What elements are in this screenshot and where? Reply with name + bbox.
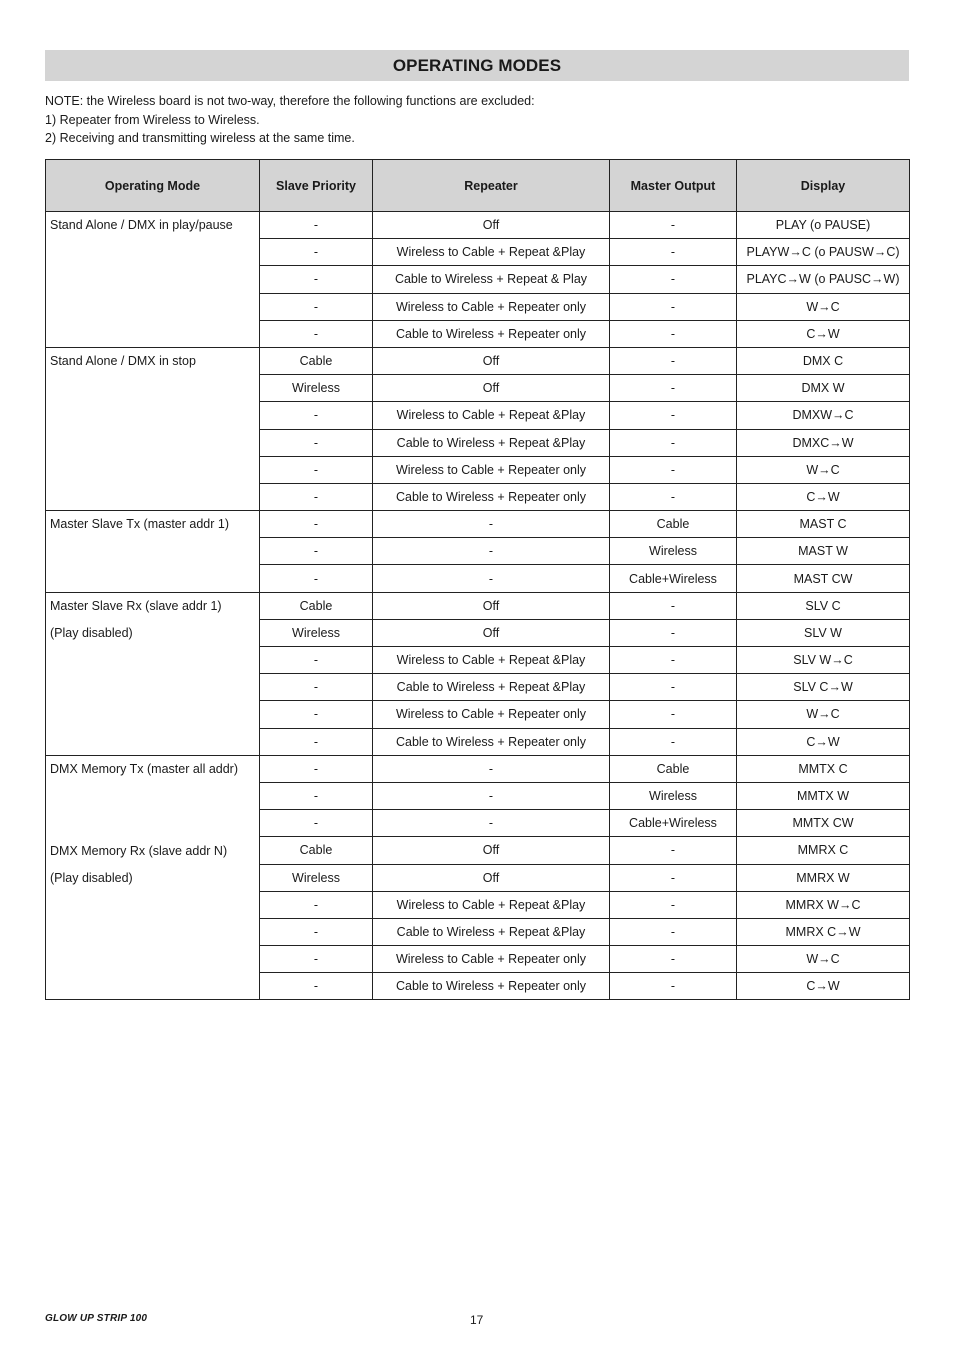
display-cell: MMTX W: [737, 782, 910, 809]
slave-priority-cell: -: [260, 755, 373, 782]
master-output-cell: -: [610, 647, 737, 674]
operating-modes-table: [45, 159, 910, 1000]
slave-priority-cell: -: [260, 402, 373, 429]
operating-mode-label: Stand Alone / DMX in stop: [50, 353, 196, 368]
repeater-cell: Cable to Wireless + Repeater only: [373, 483, 610, 510]
master-output-cell: Cable+Wireless: [610, 810, 737, 837]
display-cell: MAST C: [737, 511, 910, 538]
master-output-cell: -: [610, 375, 737, 402]
header-operating-mode: Operating Mode: [46, 160, 260, 212]
slave-priority-cell: -: [260, 782, 373, 809]
repeater-cell: Off: [373, 837, 610, 864]
slave-priority-cell: Wireless: [260, 864, 373, 891]
operating-mode-label: Stand Alone / DMX in play/pause: [50, 218, 233, 232]
slave-priority-cell: -: [260, 456, 373, 483]
slave-priority-cell: -: [260, 212, 373, 239]
master-output-cell: -: [610, 918, 737, 945]
display-cell: DMX C: [737, 347, 910, 374]
master-output-cell: -: [610, 483, 737, 510]
slave-priority-cell: -: [260, 918, 373, 945]
table-row: [46, 347, 910, 374]
operating-mode-cell: [46, 592, 260, 755]
master-output-cell: Cable+Wireless: [610, 565, 737, 592]
repeater-cell: -: [373, 538, 610, 565]
slave-priority-cell: -: [260, 266, 373, 293]
master-output-cell: -: [610, 619, 737, 646]
master-output-cell: -: [610, 891, 737, 918]
display-cell: MMTX CW: [737, 810, 910, 837]
display-cell: DMXC→W: [737, 429, 910, 456]
slave-priority-cell: -: [260, 973, 373, 1000]
display-cell: C→W: [737, 320, 910, 347]
display-cell: W→C: [737, 456, 910, 483]
operating-mode-cell: [46, 347, 260, 510]
slave-priority-cell: -: [260, 320, 373, 347]
display-cell: SLV C→W: [737, 674, 910, 701]
slave-priority-cell: -: [260, 538, 373, 565]
repeater-cell: Wireless to Cable + Repeater only: [373, 701, 610, 728]
display-cell: MMRX C: [737, 837, 910, 864]
operating-mode-label: DMX Memory Rx (slave addr N): [50, 843, 228, 858]
display-cell: PLAY (o PAUSE): [737, 212, 910, 239]
slave-priority-cell: -: [260, 728, 373, 755]
repeater-cell: Wireless to Cable + Repeat &Play: [373, 647, 610, 674]
footer-product-name: GLOW UP STRIP 100: [45, 1313, 148, 1324]
repeater-cell: Wireless to Cable + Repeater only: [373, 293, 610, 320]
note-line: 2) Receiving and transmitting wireless at the same time.: [45, 131, 355, 145]
slave-priority-cell: Cable: [260, 347, 373, 374]
repeater-cell: -: [373, 511, 610, 538]
master-output-cell: -: [610, 456, 737, 483]
master-output-cell: -: [610, 429, 737, 456]
repeater-cell: Cable to Wireless + Repeater only: [373, 973, 610, 1000]
display-cell: SLV W→C: [737, 647, 910, 674]
repeater-cell: Off: [373, 619, 610, 646]
repeater-cell: Cable to Wireless + Repeat &Play: [373, 918, 610, 945]
repeater-cell: Wireless to Cable + Repeater only: [373, 946, 610, 973]
note-block: [45, 92, 909, 148]
table-row: [46, 755, 910, 782]
operating-mode-label: [50, 810, 259, 837]
display-cell: PLAYW→C (o PAUSW→C): [737, 239, 910, 266]
display-cell: MMTX C: [737, 755, 910, 782]
master-output-cell: -: [610, 837, 737, 864]
master-output-cell: -: [610, 347, 737, 374]
header-slave-priority: Slave Priority: [260, 160, 373, 212]
slave-priority-cell: -: [260, 483, 373, 510]
master-output-cell: Cable: [610, 755, 737, 782]
slave-priority-cell: -: [260, 565, 373, 592]
slave-priority-cell: -: [260, 891, 373, 918]
display-cell: SLV C: [737, 592, 910, 619]
page-title: OPERATING MODES: [392, 55, 562, 75]
slave-priority-cell: -: [260, 701, 373, 728]
operating-mode-cell: [46, 212, 260, 348]
master-output-cell: -: [610, 592, 737, 619]
slave-priority-cell: -: [260, 674, 373, 701]
master-output-cell: -: [610, 864, 737, 891]
master-output-cell: -: [610, 728, 737, 755]
section-title-bar: [45, 50, 909, 81]
master-output-cell: Wireless: [610, 538, 737, 565]
repeater-cell: -: [373, 755, 610, 782]
display-cell: DMXW→C: [737, 402, 910, 429]
table-row: [46, 212, 910, 239]
table-header-row: [46, 160, 910, 212]
repeater-cell: -: [373, 782, 610, 809]
note-line: NOTE: the Wireless board is not two-way, therefore the following functions are excluded:: [45, 94, 535, 108]
repeater-cell: Off: [373, 375, 610, 402]
master-output-cell: -: [610, 402, 737, 429]
repeater-cell: -: [373, 565, 610, 592]
slave-priority-cell: -: [260, 293, 373, 320]
operating-mode-label: (Play disabled): [50, 625, 133, 640]
repeater-cell: Cable to Wireless + Repeater only: [373, 728, 610, 755]
table-row: [46, 592, 910, 619]
slave-priority-cell: -: [260, 239, 373, 266]
display-cell: C→W: [737, 973, 910, 1000]
repeater-cell: Wireless to Cable + Repeat &Play: [373, 239, 610, 266]
slave-priority-cell: -: [260, 647, 373, 674]
repeater-cell: Off: [373, 212, 610, 239]
operating-mode-label: (Play disabled): [50, 870, 133, 885]
display-cell: PLAYC→W (o PAUSC→W): [737, 266, 910, 293]
operating-mode-cell: [46, 755, 260, 1000]
display-cell: W→C: [737, 293, 910, 320]
table-row: [46, 511, 910, 538]
slave-priority-cell: Cable: [260, 837, 373, 864]
display-cell: MMRX C→W: [737, 918, 910, 945]
slave-priority-cell: -: [260, 511, 373, 538]
operating-mode-label: DMX Memory Tx (master all addr): [50, 761, 238, 776]
master-output-cell: Wireless: [610, 782, 737, 809]
display-cell: MMRX W: [737, 864, 910, 891]
table-body: [46, 212, 910, 1000]
slave-priority-cell: -: [260, 429, 373, 456]
slave-priority-cell: -: [260, 810, 373, 837]
master-output-cell: -: [610, 946, 737, 973]
note-line: 1) Repeater from Wireless to Wireless.: [45, 112, 260, 127]
slave-priority-cell: Cable: [260, 592, 373, 619]
master-output-cell: -: [610, 239, 737, 266]
slave-priority-cell: Wireless: [260, 375, 373, 402]
master-output-cell: -: [610, 293, 737, 320]
repeater-cell: Cable to Wireless + Repeater only: [373, 320, 610, 347]
operating-mode-label: Master Slave Rx (slave addr 1): [50, 598, 222, 613]
master-output-cell: -: [610, 973, 737, 1000]
page-number: 17: [470, 1313, 484, 1327]
operating-mode-label: [50, 783, 259, 810]
slave-priority-cell: Wireless: [260, 619, 373, 646]
repeater-cell: Off: [373, 592, 610, 619]
repeater-cell: Cable to Wireless + Repeat & Play: [373, 266, 610, 293]
repeater-cell: Wireless to Cable + Repeat &Play: [373, 891, 610, 918]
display-cell: MAST CW: [737, 565, 910, 592]
header-master-output: Master Output: [610, 160, 737, 212]
slave-priority-cell: -: [260, 946, 373, 973]
repeater-cell: Wireless to Cable + Repeat &Play: [373, 402, 610, 429]
display-cell: MMRX W→C: [737, 891, 910, 918]
operating-mode-label: Master Slave Tx (master addr 1): [50, 517, 229, 532]
repeater-cell: Wireless to Cable + Repeater only: [373, 456, 610, 483]
display-cell: DMX W: [737, 375, 910, 402]
master-output-cell: -: [610, 320, 737, 347]
repeater-cell: -: [373, 810, 610, 837]
display-cell: W→C: [737, 701, 910, 728]
master-output-cell: -: [610, 674, 737, 701]
display-cell: C→W: [737, 483, 910, 510]
header-display: Display: [737, 160, 910, 212]
display-cell: SLV W: [737, 619, 910, 646]
master-output-cell: -: [610, 701, 737, 728]
repeater-cell: Cable to Wireless + Repeat &Play: [373, 674, 610, 701]
repeater-cell: Cable to Wireless + Repeat &Play: [373, 429, 610, 456]
repeater-cell: Off: [373, 347, 610, 374]
repeater-cell: Off: [373, 864, 610, 891]
display-cell: C→W: [737, 728, 910, 755]
operating-mode-cell: [46, 511, 260, 593]
master-output-cell: Cable: [610, 511, 737, 538]
display-cell: MAST W: [737, 538, 910, 565]
master-output-cell: -: [610, 266, 737, 293]
header-repeater: Repeater: [373, 160, 610, 212]
display-cell: W→C: [737, 946, 910, 973]
master-output-cell: -: [610, 212, 737, 239]
